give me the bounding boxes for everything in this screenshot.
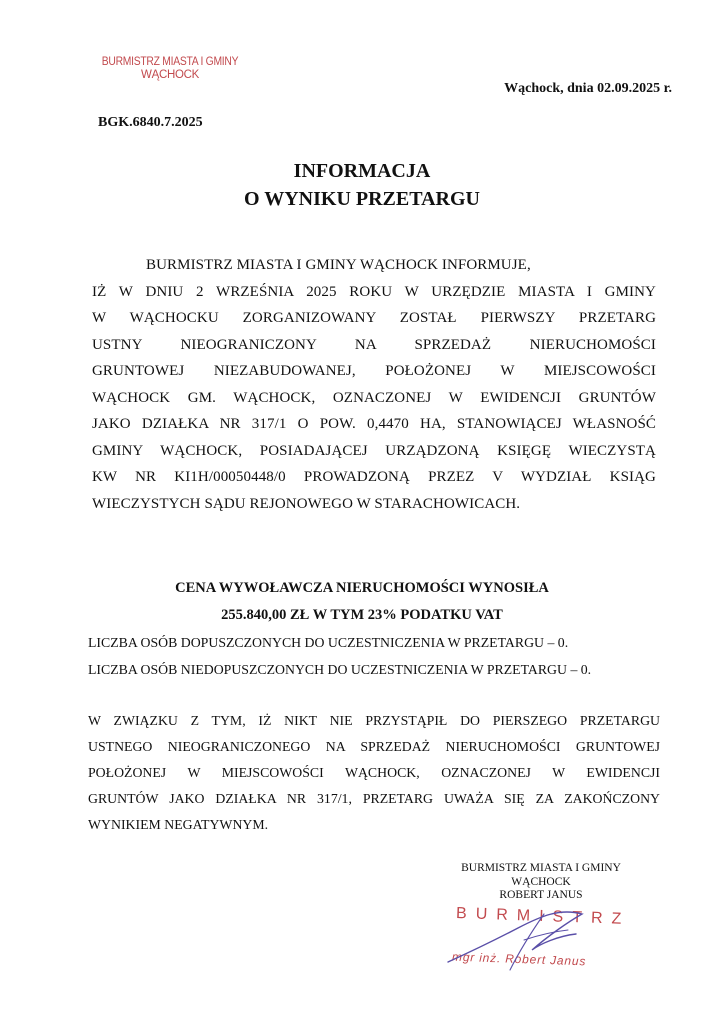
- signatory-town: WĄCHOCK: [511, 875, 571, 888]
- document-title: [0, 157, 724, 213]
- price-line-2: 255.840,00 ZŁ W TYM 23% PODATKU VAT: [221, 607, 503, 623]
- admitted-count: LICZBA OSÓB DOPUSZCZONYCH DO UCZESTNICZENIA W PRZETARGU – 0.: [88, 635, 569, 650]
- paragraph-line: BURMISTRZ MIASTA I GMINY WĄCHOCK INFORMUJE,: [146, 257, 531, 273]
- paragraph-line: USTNEGO NIEOGRANICZONEGO NA SPRZEDAŻ NIERUCHOMOŚCI GRUNTOWEJ: [88, 739, 660, 754]
- paragraph-line: POŁOŻONEJ W MIEJSCOWOŚCI WĄCHOCK, OZNACZONEJ W EWIDENCJI: [88, 765, 660, 780]
- signatory-name: ROBERT JANUS: [499, 889, 583, 901]
- price-line-1: CENA WYWOŁAWCZA NIERUCHOMOŚCI WYNOSIŁA: [175, 580, 549, 596]
- not-admitted-count: LICZBA OSÓB NIEDOPUSZCZONYCH DO UCZESTNICZENIA W PRZETARGU – 0.: [88, 662, 592, 677]
- stamp-line-1: BURMISTRZ MIASTA I GMINY: [101, 56, 239, 68]
- participant-counts: [88, 629, 591, 683]
- paragraph-line: IŻ W DNIU 2 WRZEŚNIA 2025 ROKU W URZĘDZIE MIASTA I GMINY: [92, 283, 656, 300]
- handwritten-signature: [440, 900, 600, 980]
- official-stamp: [70, 56, 270, 82]
- signature-stamp-title: BURMISTRZ: [455, 904, 631, 929]
- paragraph-line: JAKO DZIAŁKA NR 317/1 O POW. 0,4470 HA, STANOWIĄCEJ WŁASNOŚĆ: [92, 416, 656, 432]
- paragraph-line: WĄCHOCK GM. WĄCHOCK, OZNACZONEJ W EWIDENCJI GRUNTÓW: [92, 389, 656, 406]
- paragraph-line: W ZWIĄZKU Z TYM, IŻ NIKT NIE PRZYSTĄPIŁ DO PIERSZEGO PRZETARGU: [88, 713, 660, 728]
- title-line-1: INFORMACJA: [293, 160, 431, 182]
- paragraph-line: GMINY WĄCHOCK, POSIADAJĄCEJ URZĄDZONĄ KSIĘGĘ WIECZYSTĄ: [92, 442, 656, 459]
- paragraph-line: GRUNTÓW JAKO DZIAŁKA NR 317/1, PRZETARG UWAŻA SIĘ ZA ZAKOŃCZONY: [88, 791, 660, 806]
- paragraph-announcement: [92, 252, 656, 517]
- paragraph-conclusion: [88, 708, 660, 838]
- paragraph-line: USTNY NIEOGRANICZONY NA SPRZEDAŻ NIERUCHOMOŚCI: [92, 336, 656, 353]
- signatory-title: BURMISTRZ MIASTA I GMINY: [461, 862, 621, 874]
- paragraph-line: KW NR KI1H/00050448/0 PROWADZONĄ PRZEZ V WYDZIAŁ KSIĄG: [92, 469, 656, 485]
- title-line-2: O WYNIKU PRZETARGU: [244, 188, 480, 210]
- place-date: Wąchock, dnia 02.09.2025 r.: [504, 81, 672, 96]
- paragraph-line: WIECZYSTYCH SĄDU REJONOWEGO W STARACHOWICACH.: [92, 495, 521, 512]
- stamp-line-2: WĄCHOCK: [141, 69, 199, 81]
- paragraph-line: WYNIKIEM NEGATYWNYM.: [88, 817, 269, 832]
- signature-stamp-name: mgr inż. Robert Janus: [451, 949, 587, 969]
- paragraph-line: W WĄCHOCKU ZORGANIZOWANY ZOSTAŁ PIERWSZY PRZETARG: [92, 310, 656, 326]
- signatory-block: [418, 862, 664, 903]
- paragraph-line: GRUNTOWEJ NIEZABUDOWANEJ, POŁOŻONEJ W MIEJSCOWOŚCI: [92, 363, 656, 379]
- price-info: [0, 575, 724, 629]
- reference-number: BGK.6840.7.2025: [98, 115, 203, 130]
